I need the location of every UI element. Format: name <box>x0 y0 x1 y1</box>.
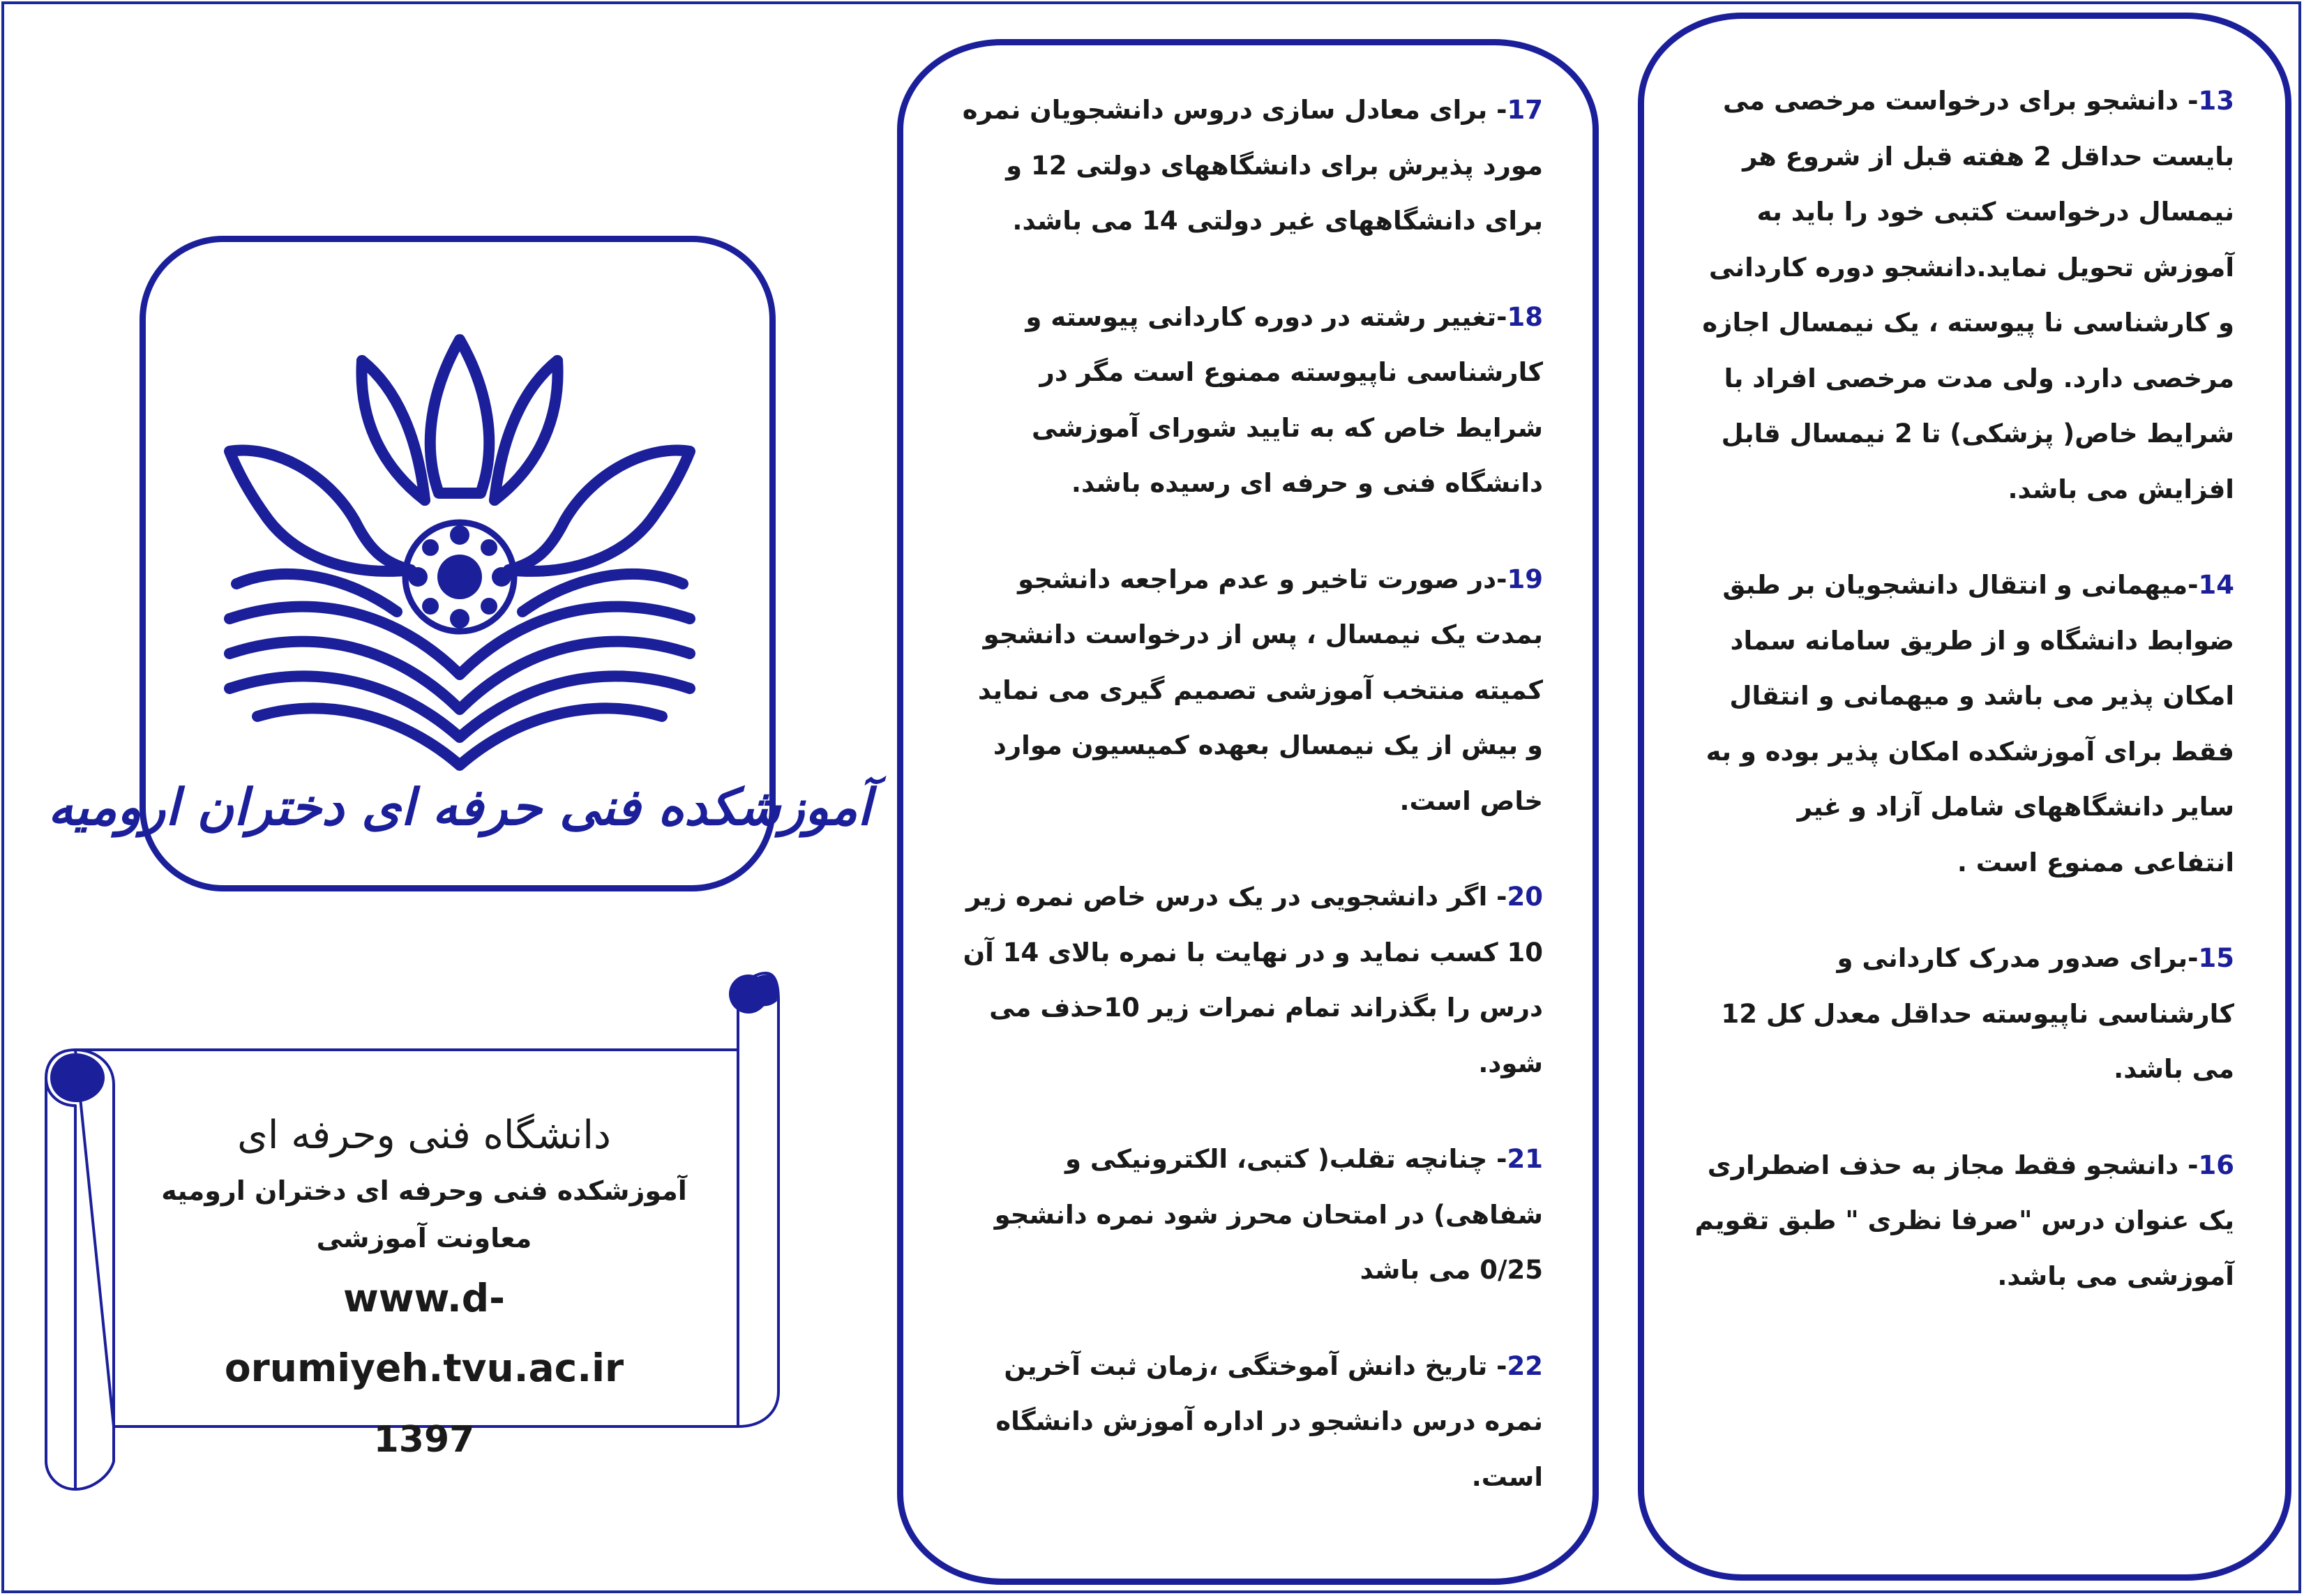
rule-18 <box>956 289 1543 511</box>
rule-20 <box>956 869 1543 1091</box>
logo-box <box>47 236 872 891</box>
rule-number: 22 <box>1507 1350 1543 1381</box>
rule-number: 14 <box>2198 570 2234 600</box>
year-label: 1397 <box>373 1419 475 1461</box>
college-name: آموزشکده فنی وحرفه ای دختران ارومیه <box>161 1175 687 1206</box>
rule-text: -برای صدور مدرک کاردانی و کارشناسی ناپیوسته حداقل معدل کل 12 می باشد. <box>1721 943 2234 1084</box>
rule-22 <box>956 1339 1543 1505</box>
scroll-text <box>152 1106 696 1464</box>
department-name: معاونت آموزشی <box>316 1223 532 1254</box>
rule-text: - دانشجو برای درخواست مرخصی می بایست حداقل 2 هفته قبل از شروع هر نیمسال درخواست کتبی خود را باید به آموزش تحویل نماید.دانشجو دوره کاردانی و کارشناسی نا پیوسته ، یک نیمسال اجازه مرخصی دارد. ولی مدت مرخصی افراد با شرایط خاص( پزشکی) تا 2 نیمسال قابل افزایش می باشد. <box>1702 86 2234 504</box>
rule-13 <box>1694 73 2234 517</box>
rule-number: 17 <box>1507 95 1543 125</box>
rule-text: - دانشجو فقط مجاز به حذف اضطراری یک عنوان درس "صرفا نظری " طبق تقویم آموزشی می باشد. <box>1694 1150 2234 1291</box>
rules-column-middle <box>956 82 1543 1545</box>
rule-text: -در صورت تاخیر و عدم مراجعه دانشجو بمدت یک نیمسال ، پس از درخواست دانشجو کمیته منتخب آموزشی تصمیم گیری می نماید و بیش از یک نیمسال بعهده کمیسیون موارد خاص است. <box>977 564 1543 816</box>
title-scroll <box>40 973 780 1531</box>
rule-17 <box>956 82 1543 249</box>
logo-caption: آموزشکده فنی حرفه ای دختران ارومیه <box>47 778 872 836</box>
rules-column-right <box>1694 73 2234 1344</box>
university-title: دانشگاه فنی وحرفه ای <box>237 1113 611 1158</box>
rule-text: - اگر دانشجویی در یک درس خاص نمره زیر 10 کسب نماید و در نهایت با نمره بالای 14 آن درس را بگذراند تمام نمرات زیر 10حذف می شود. <box>963 882 1543 1078</box>
rule-text: - تاریخ دانش آموختگی ،زمان ثبت آخرین نمره درس دانشجو در اداره آموزش دانشگاه است. <box>995 1350 1543 1492</box>
rule-21 <box>956 1131 1543 1298</box>
rule-number: 21 <box>1507 1144 1543 1174</box>
rule-number: 16 <box>2198 1150 2234 1180</box>
rule-number: 15 <box>2198 943 2234 973</box>
rule-19 <box>956 552 1543 829</box>
rule-15 <box>1694 931 2234 1097</box>
rule-text: - چنانچه تقلب( کتبی، الکترونیکی و شفاهی) در امتحان محرز شود نمره دانشجو 0/25 می باشد <box>994 1144 1543 1285</box>
rule-number: 19 <box>1507 564 1543 594</box>
rule-text: -تغییر رشته در دوره کاردانی پیوسته و کارشناسی ناپیوسته ممنوع است مگر در شرایط خاص که به تایید شورای آموزشی دانشگاه فنی و حرفه ای رسیده باشد. <box>1025 301 1543 498</box>
rule-text: - برای معادل سازی دروس دانشجویان نمره مورد پذیرش برای دانشگاههای دولتی 12 و برای دانشگاههای غیر دولتی 14 می باشد. <box>962 95 1543 236</box>
website-link[interactable]: www.d-orumiyeh.tvu.ac.ir <box>224 1276 624 1390</box>
rule-14 <box>1694 557 2234 890</box>
rule-16 <box>1694 1138 2234 1304</box>
rule-number: 18 <box>1507 301 1543 332</box>
lotus-book-logo-icon <box>47 284 872 856</box>
rule-text: -میهمانی و انتقال دانشجویان بر طبق ضوابط دانشگاه و از طریق سامانه سماد امکان پذیر می باشد و میهمانی و انتقال فقط برای آموزشکده امکان پذیر بوده و به سایر دانشگاههای شامل آزاد و غیر انتفاعی ممنوع است . <box>1706 570 2234 878</box>
rule-number: 20 <box>1507 882 1543 912</box>
rule-number: 13 <box>2198 86 2234 116</box>
